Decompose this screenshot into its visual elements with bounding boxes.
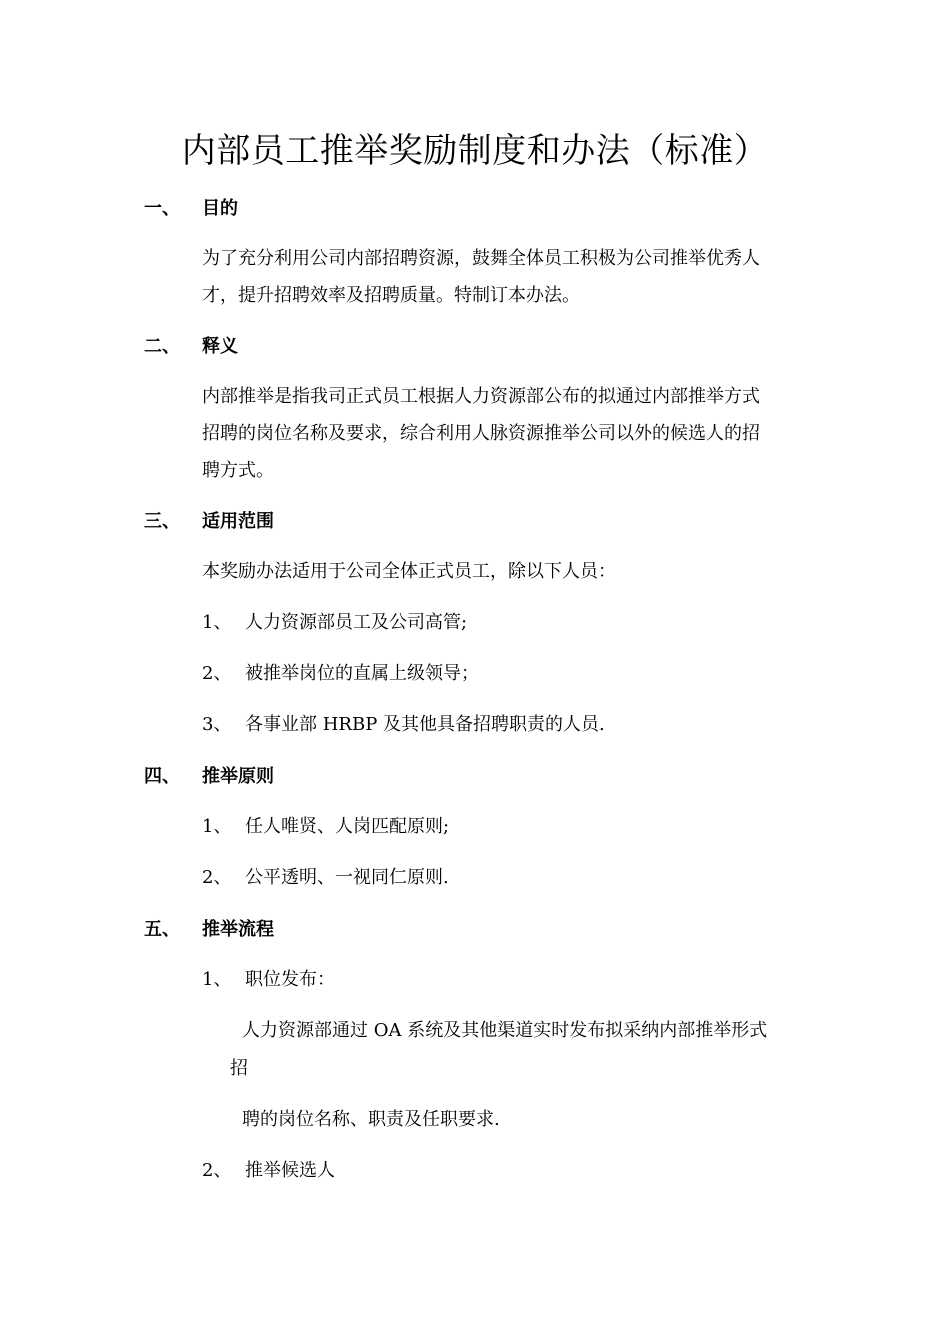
- section-number: 一、: [144, 198, 180, 219]
- section-intro: 本奖励办法适用于公司全体正式员工，除以下人员：: [202, 561, 616, 582]
- list-number: 1、: [202, 816, 232, 837]
- section-number: 四、: [144, 766, 180, 787]
- list-text: 公平透明、一视同仁原则.: [245, 867, 449, 888]
- paragraph-line: 招聘的岗位名称及要求，综合利用人脉资源推举公司以外的候选人的招: [202, 423, 760, 444]
- section-number: 二、: [144, 336, 180, 357]
- list-item: [202, 712, 605, 738]
- list-item: [202, 661, 479, 687]
- list-item: [202, 1158, 335, 1184]
- list-number: 1、: [202, 612, 232, 633]
- document-title: 内部员工推举奖励制度和办法（标准）: [181, 131, 769, 171]
- list-text: 被推举岗位的直属上级领导；: [245, 663, 479, 684]
- paragraph: [202, 378, 802, 489]
- section-title: 目的: [202, 198, 238, 219]
- section-heading-principles: [144, 764, 274, 790]
- section-heading-definition: [144, 334, 238, 360]
- list-number: 2、: [202, 867, 232, 888]
- list-item: [202, 865, 449, 891]
- sub-paragraph-line: 人力资源部通过 OA 系统及其他渠道实时发布拟采纳内部推举形式: [242, 1020, 768, 1041]
- section-title: 释义: [202, 336, 238, 357]
- list-number: 2、: [202, 663, 232, 684]
- list-text: 人力资源部员工及公司高管;: [245, 612, 468, 633]
- list-text: 推举候选人: [245, 1160, 335, 1181]
- list-item: [202, 814, 449, 840]
- paragraph-line: 才，提升招聘效率及招聘质量。特制订本办法。: [202, 285, 580, 306]
- sub-paragraph-line: 聘的岗位名称、职责及任职要求.: [242, 1109, 500, 1130]
- paragraph-line: 内部推举是指我司正式员工根据人力资源部公布的拟通过内部推举方式: [202, 386, 760, 407]
- section-number: 三、: [144, 511, 180, 532]
- paragraph: [202, 240, 802, 314]
- sub-paragraph-line: 招: [230, 1058, 248, 1079]
- list-text: 任人唯贤、人岗匹配原则;: [245, 816, 450, 837]
- list-number: 3、: [202, 714, 232, 735]
- paragraph-line: 为了充分利用公司内部招聘资源，鼓舞全体员工积极为公司推举优秀人: [202, 248, 760, 269]
- section-heading-process: [144, 917, 274, 943]
- section-heading-purpose: [144, 196, 238, 222]
- list-number: 1、: [202, 969, 232, 990]
- section-title: 适用范围: [202, 511, 274, 532]
- section-title: 推举流程: [202, 919, 274, 940]
- list-number: 2、: [202, 1160, 232, 1181]
- list-text: 职位发布：: [245, 969, 335, 990]
- list-text: 各事业部 HRBP 及其他具备招聘职责的人员.: [245, 714, 605, 735]
- paragraph-line: 聘方式。: [202, 460, 274, 481]
- section-number: 五、: [144, 919, 180, 940]
- list-item: [202, 610, 467, 636]
- section-title: 推举原则: [202, 766, 274, 787]
- list-item: [202, 967, 335, 993]
- section-heading-scope: [144, 509, 274, 535]
